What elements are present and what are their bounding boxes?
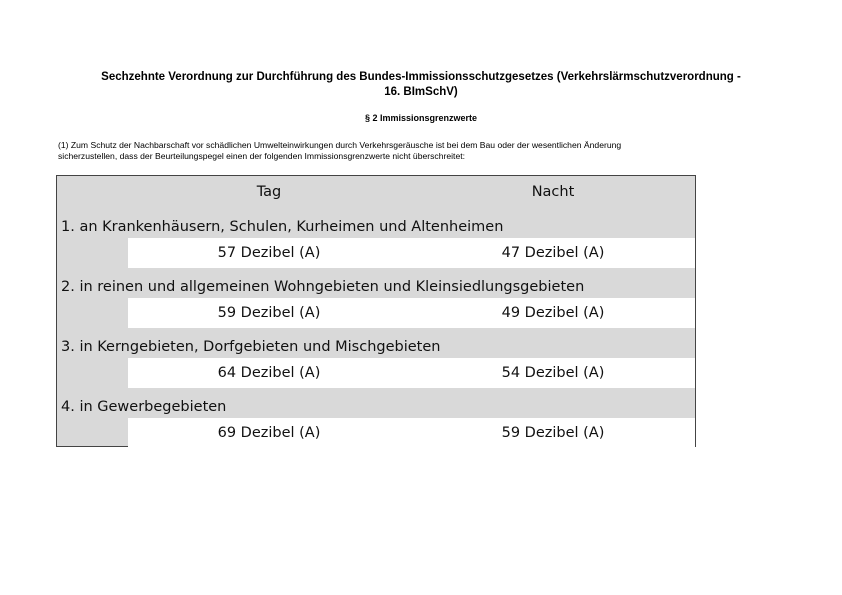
title-line-1: Sechzehnte Verordnung zur Durchführung des Bundes-Immissionsschutzgesetzes (Verkehrslärmschutzverordnung - — [101, 71, 741, 83]
value-row — [128, 298, 695, 328]
category-label: 1. an Krankenhäusern, Schulen, Kurheimen und Altenheimen — [61, 219, 504, 235]
value-row — [128, 418, 695, 448]
value-row — [128, 358, 695, 388]
header-tag: Tag — [256, 184, 282, 200]
category-label: 2. in reinen und allgemeinen Wohngebieten und Kleinsiedlungsgebieten — [61, 279, 585, 295]
intro-line-1: (1) Zum Schutz der Nachbarschaft vor schädlichen Umwelteinwirkungen durch Verkehrsgeräusche ist bei dem Bau oder der wesentlichen Änderung — [58, 140, 622, 150]
value-row — [128, 238, 695, 268]
title-line-2: 16. BImSchV) — [384, 86, 458, 98]
value-nacht: 59 Dezibel (A) — [501, 425, 605, 441]
section-heading: § 2 Immissionsgrenzwerte — [364, 113, 478, 123]
limits-table — [56, 175, 696, 447]
value-nacht: 47 Dezibel (A) — [501, 245, 605, 261]
intro-line-2: sicherzustellen, dass der Beurteilungspegel einen der folgenden Immissionsgrenzwerte nicht überschreitet: — [58, 151, 465, 161]
value-tag: 64 Dezibel (A) — [217, 365, 321, 381]
document-title — [40, 70, 802, 100]
category-label: 4. in Gewerbegebieten — [61, 399, 227, 415]
table-header-row — [57, 176, 695, 206]
value-nacht: 54 Dezibel (A) — [501, 365, 605, 381]
intro-paragraph — [58, 140, 748, 162]
value-tag: 57 Dezibel (A) — [217, 245, 321, 261]
header-nacht: Nacht — [531, 184, 575, 200]
value-tag: 69 Dezibel (A) — [217, 425, 321, 441]
value-tag: 59 Dezibel (A) — [217, 305, 321, 321]
value-nacht: 49 Dezibel (A) — [501, 305, 605, 321]
category-label: 3. in Kerngebieten, Dorfgebieten und Mischgebieten — [61, 339, 441, 355]
